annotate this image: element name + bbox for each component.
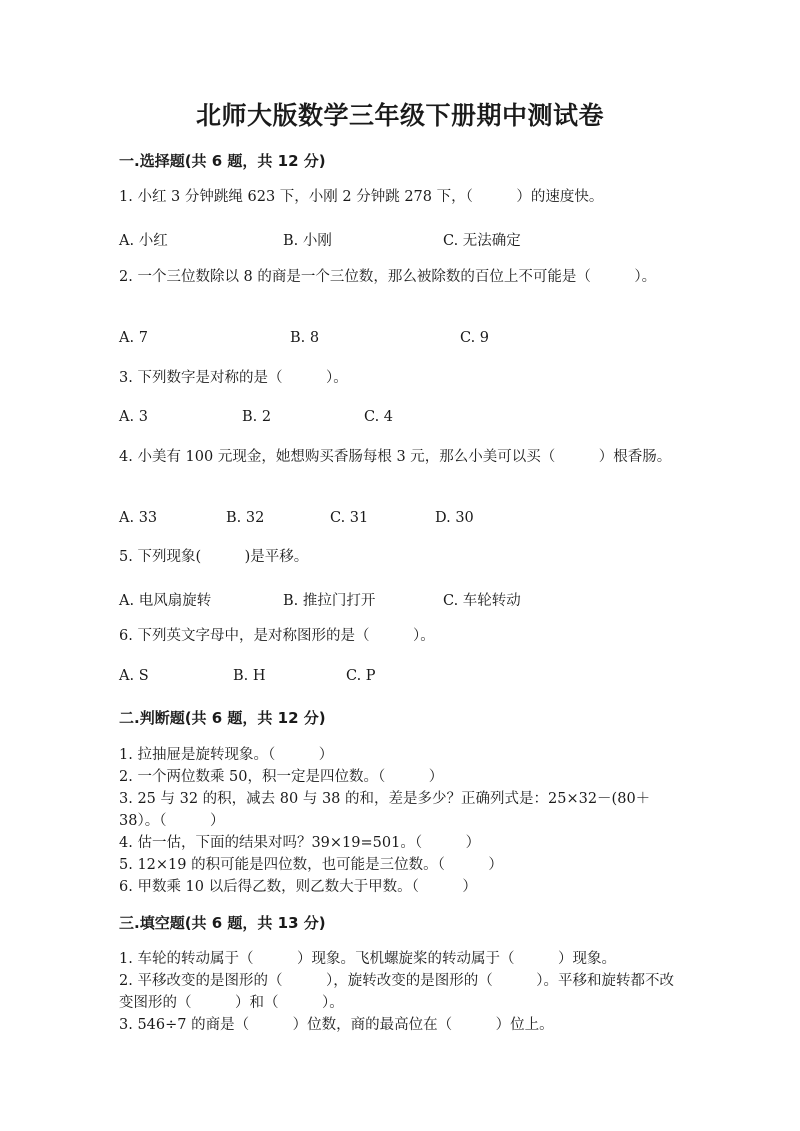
choice-q6-option-c: C. P <box>346 668 376 684</box>
choice-q3-option-c: C. 4 <box>364 409 394 425</box>
fill-item-1: 1. 车轮的转动属于（ ）现象。飞机螺旋桨的转动属于（ ）现象。 <box>119 951 616 967</box>
judge-item-3: 3. 25 与 32 的积，减去 80 与 38 的和，差是多少？正确列式是：25×32－(80＋38）。（ ） <box>119 791 651 829</box>
section-heading-judge: 二.判断题(共 6 题，共 12 分) <box>119 709 326 727</box>
choice-q5-option-b: B. 推拉门打开 <box>283 593 376 609</box>
choice-question-3: 3. 下列数字是对称的是（ ）。 <box>119 370 348 386</box>
choice-question-4: 4. 小美有 100 元现金，她想购买香肠每根 3 元，那么小美可以买（ ）根香肠。 <box>119 449 672 465</box>
choice-q6-option-b: B. H <box>233 668 266 684</box>
judge-item-5: 5. 12×19 的积可能是四位数，也可能是三位数。（ ） <box>119 857 503 873</box>
choice-q3-option-b: B. 2 <box>242 409 272 425</box>
choice-q5-option-c: C. 车轮转动 <box>443 593 521 609</box>
choice-q2-option-c: C. 9 <box>460 330 490 346</box>
choice-q5-option-a: A. 电风扇旋转 <box>119 593 212 609</box>
choice-question-1: 1. 小红 3 分钟跳绳 623 下，小刚 2 分钟跳 278 下，（ ）的速度快。 <box>119 189 604 205</box>
choice-q4-option-d: D. 30 <box>435 510 474 526</box>
choice-q2-option-a: A. 7 <box>119 330 148 346</box>
judge-item-1: 1. 拉抽屉是旋转现象。（ ） <box>119 747 334 763</box>
judge-item-2: 2. 一个两位数乘 50，积一定是四位数。（ ） <box>119 769 444 785</box>
section-heading-fill: 三.填空题(共 6 题，共 13 分) <box>119 914 326 932</box>
judge-item-4: 4. 估一估，下面的结果对吗？39×19=501。（ ） <box>119 835 481 851</box>
fill-item-3: 3. 546÷7 的商是（ ）位数，商的最高位在（ ）位上。 <box>119 1017 554 1033</box>
choice-question-2: 2. 一个三位数除以 8 的商是一个三位数，那么被除数的百位上不可能是（ ）。 <box>119 269 657 285</box>
choice-question-5: 5. 下列现象( )是平移。 <box>119 549 309 565</box>
choice-q4-option-a: A. 33 <box>119 510 158 526</box>
judge-item-6: 6. 甲数乘 10 以后得乙数，则乙数大于甲数。（ ） <box>119 879 477 895</box>
fill-item-2: 2. 平移改变的是图形的（ ），旋转改变的是图形的（ ）。平移和旋转都不改变图形的（ ）和（ ）。 <box>119 973 674 1011</box>
choice-q1-option-a: A. 小红 <box>119 233 168 249</box>
choice-q4-option-b: B. 32 <box>226 510 265 526</box>
choice-q6-option-a: A. S <box>119 668 149 684</box>
choice-question-6: 6. 下列英文字母中，是对称图形的是（ ）。 <box>119 628 435 644</box>
choice-q1-option-b: B. 小刚 <box>283 233 332 249</box>
choice-q4-option-c: C. 31 <box>330 510 369 526</box>
page-title: 北师大版数学三年级下册期中测试卷 <box>195 101 604 130</box>
choice-q3-option-a: A. 3 <box>119 409 148 425</box>
choice-q1-option-c: C. 无法确定 <box>443 233 521 249</box>
choice-q2-option-b: B. 8 <box>290 330 320 346</box>
section-heading-choice: 一.选择题(共 6 题，共 12 分) <box>119 152 326 170</box>
